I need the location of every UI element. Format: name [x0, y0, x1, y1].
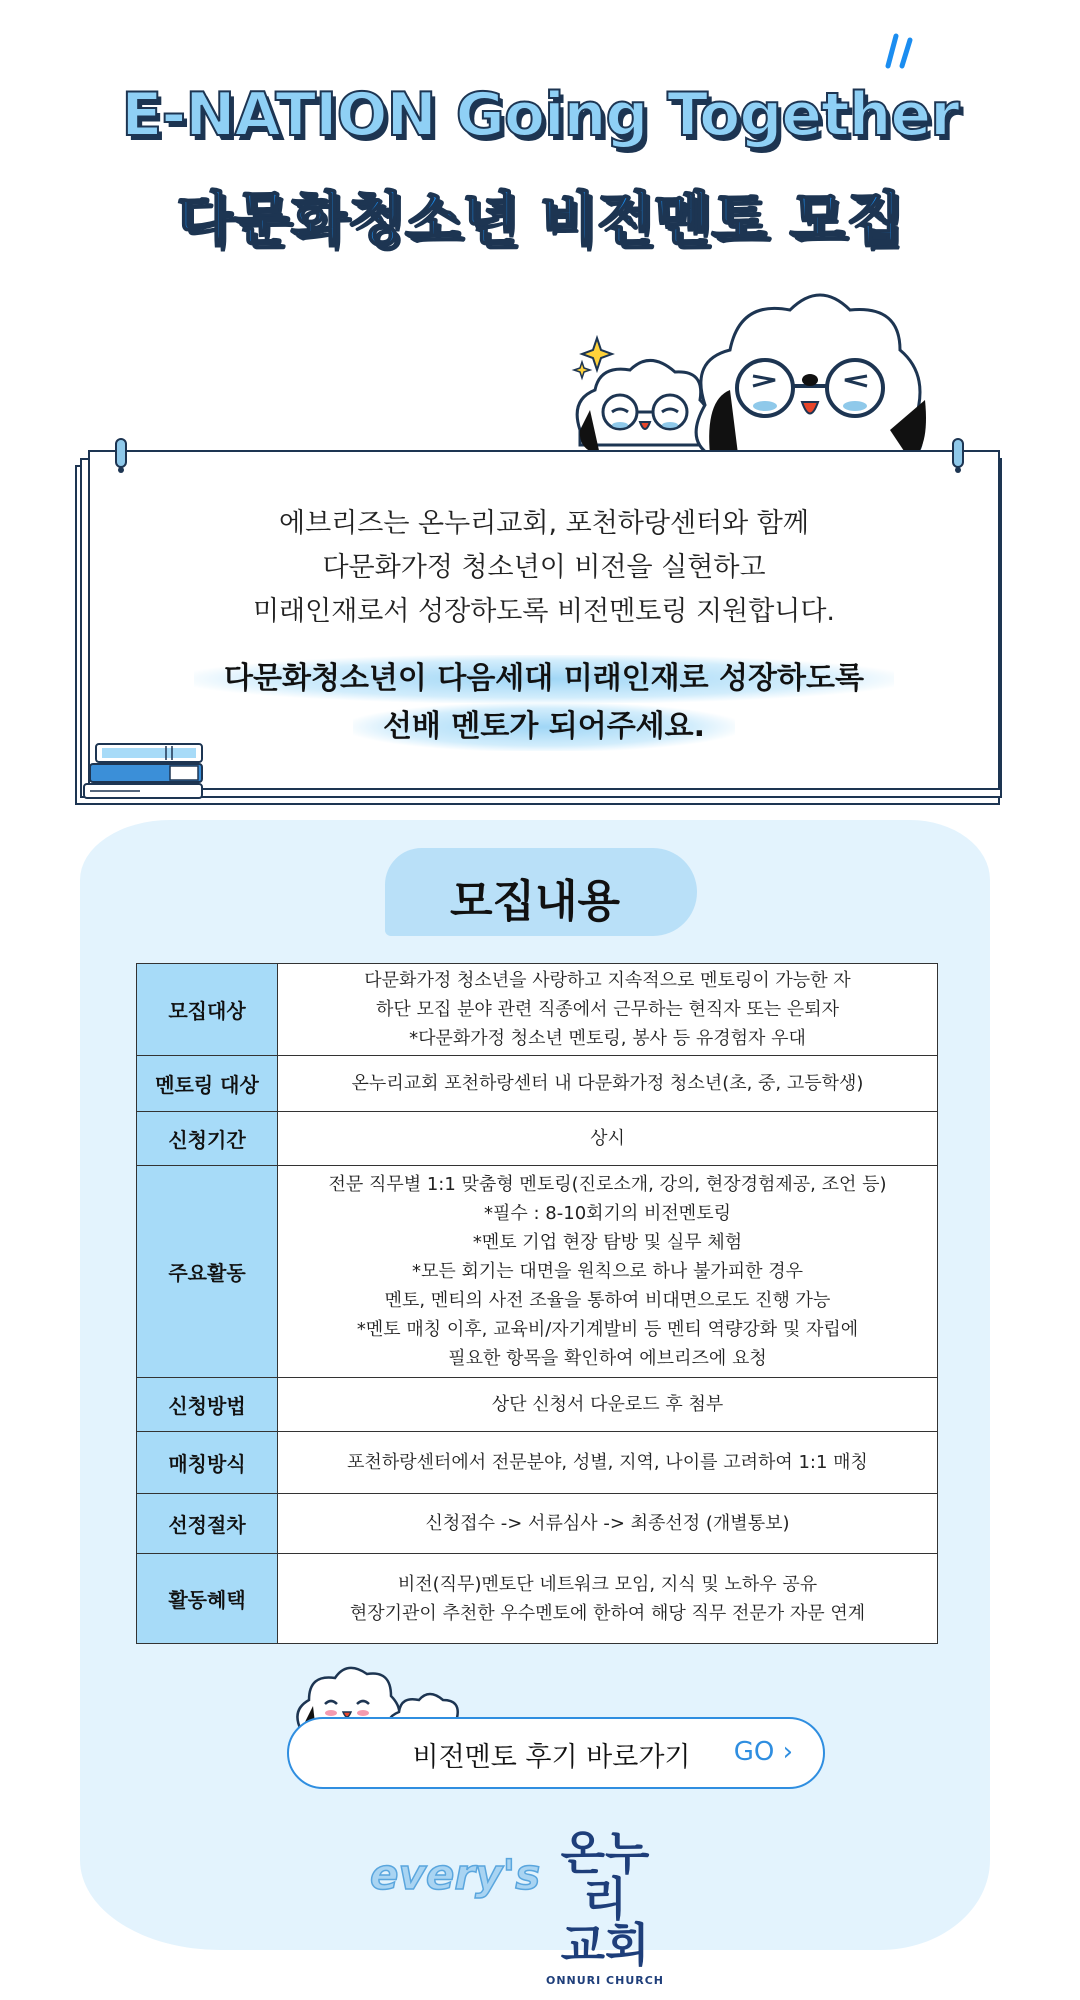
row-key: 매칭방식 — [137, 1432, 278, 1494]
intro-highlight — [88, 655, 1000, 751]
value-line: 포천하랑센터에서 전문분야, 성별, 지역, 나이를 고려하여 1:1 매칭 — [347, 1452, 868, 1473]
row-key: 멘토링 대상 — [137, 1056, 278, 1112]
intro-text — [88, 502, 1000, 634]
books-icon — [80, 740, 210, 802]
onnuri-logo-en: ONNURI CHURCH — [545, 1974, 665, 1987]
review-link-button[interactable] — [287, 1717, 825, 1789]
section-title: 모집내용 — [449, 876, 620, 927]
row-value — [278, 964, 938, 1056]
row-value — [278, 1166, 938, 1378]
row-value — [278, 1112, 938, 1166]
row-value — [278, 1056, 938, 1112]
row-value — [278, 1432, 938, 1494]
chevron-right-icon: › — [782, 1737, 793, 1767]
table-row — [137, 1432, 938, 1494]
table-row — [137, 964, 938, 1056]
row-key: 모집대상 — [137, 964, 278, 1056]
value-line: *필수 : 8-10회기의 비전멘토링 — [484, 1203, 731, 1224]
value-line: 비전(직무)멘토단 네트워크 모임, 지식 및 노하우 공유 — [397, 1573, 818, 1595]
value-line: *멘토 매칭 이후, 교육비/자기계발비 등 멘티 역량강화 및 자립에 — [356, 1319, 859, 1340]
value-line: 전문 직무별 1:1 맞춤형 멘토링(진로소개, 강의, 현장경험제공, 조언 등) — [328, 1174, 887, 1195]
review-button-label: 비전멘토 후기 바로가기 — [412, 1742, 691, 1773]
quote-marks-icon — [880, 30, 920, 70]
table-row — [137, 1554, 938, 1644]
onnuri-logo-line1: 온누리 — [560, 1826, 650, 1926]
go-label — [734, 1737, 793, 1767]
value-line: *다문화가정 청소년 멘토링, 봉사 등 유경험자 우대 — [409, 1028, 806, 1049]
page-title-en: E-NATION Going Together — [121, 80, 959, 150]
page-title-ko: 다문화청소년 비전멘토 모집 — [176, 185, 904, 253]
value-line: 상시 — [590, 1128, 625, 1149]
value-line: 상단 신청서 다운로드 후 첨부 — [491, 1394, 724, 1415]
intro-line: 다문화가정 청소년이 비전을 실현하고 — [322, 552, 766, 583]
everys-logo: every's — [370, 1850, 541, 1899]
table-row — [137, 1378, 938, 1432]
table-row — [137, 1112, 938, 1166]
row-key: 신청기간 — [137, 1112, 278, 1166]
row-key: 활동혜택 — [137, 1554, 278, 1644]
table-row — [137, 1056, 938, 1112]
highlight-line: 다문화청소년이 다음세대 미래인재로 성장하도록 — [194, 655, 894, 703]
go-text: GO — [733, 1737, 775, 1767]
onnuri-church-logo — [540, 1826, 670, 1987]
pin-icon — [952, 438, 964, 468]
row-key: 선정절차 — [137, 1494, 278, 1554]
value-line: 신청접수 -> 서류심사 -> 최종선정 (개별통보) — [425, 1513, 790, 1534]
value-line: 현장기관이 추천한 우수멘토에 한하여 해당 직무 전문가 자문 연계 — [349, 1602, 866, 1624]
value-line: *멘토 기업 현장 탐방 및 실무 체험 — [472, 1232, 743, 1253]
table-row — [137, 1494, 938, 1554]
value-line: 필요한 항목을 확인하여 에브리즈에 요청 — [448, 1348, 767, 1369]
table-row — [137, 1166, 938, 1378]
value-line: 멘토, 멘티의 사전 조율을 통하여 비대면으로도 진행 가능 — [384, 1290, 831, 1311]
intro-line: 미래인재로서 성장하도록 비전멘토링 지원합니다. — [252, 596, 836, 627]
value-line: 다문화가정 청소년을 사랑하고 지속적으로 멘토링이 가능한 자 — [364, 970, 851, 991]
row-value — [278, 1554, 938, 1644]
cloud-characters-illustration — [560, 280, 960, 470]
value-line: *모든 회기는 대면을 원칙으로 하나 불가피한 경우 — [411, 1261, 804, 1282]
highlight-line: 선배 멘토가 되어주세요. — [353, 703, 735, 751]
row-value — [278, 1494, 938, 1554]
intro-line: 에브리즈는 온누리교회, 포천하랑센터와 함께 — [279, 508, 809, 539]
row-key: 신청방법 — [137, 1378, 278, 1432]
value-line: 온누리교회 포천하랑센터 내 다문화가정 청소년(초, 중, 고등학생) — [351, 1073, 864, 1094]
onnuri-logo-line2: 교회 — [560, 1918, 650, 1972]
recruit-info-table — [136, 963, 938, 1644]
pin-icon — [115, 438, 127, 468]
row-value — [278, 1378, 938, 1432]
row-key: 주요활동 — [137, 1166, 278, 1378]
value-line: 하단 모집 분야 관련 직종에서 근무하는 현직자 또는 은퇴자 — [375, 999, 840, 1020]
